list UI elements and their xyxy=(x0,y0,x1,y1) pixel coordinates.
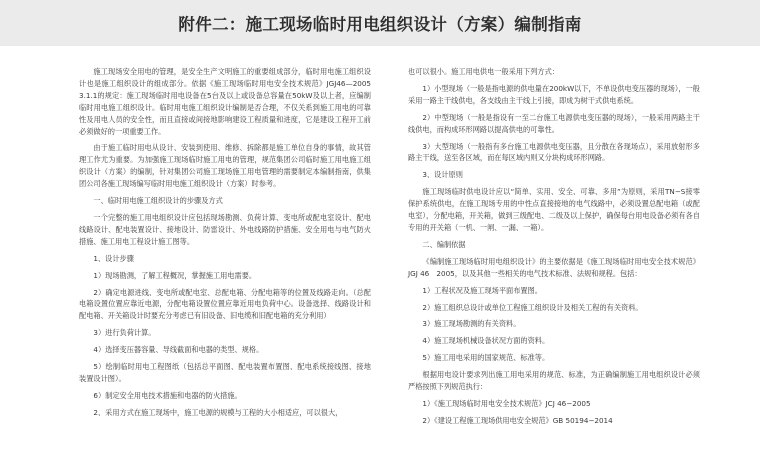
list-item: 1）小型现场（一般是指电源的供电量在200kW以下，不单设供电变压器的现场），一般采用一路主干线供电，各支线由主干线上引接，即成为树干式供电系统。 xyxy=(408,83,700,105)
section-heading: 一、临时用电施工组织设计的步骤及方式 xyxy=(93,196,223,206)
list-item: 4）选择变压器容量、导线截面和电器的类型、规格。 xyxy=(93,345,264,355)
left-column xyxy=(79,66,371,424)
list-item: 2）施工组织总设计或单位工程施工组织设计及相关工程的有关资料。 xyxy=(422,302,643,312)
paragraph: 《编制施工现场临时用电组织设计》的主要依据是《施工现场临时用电安全技术规范》JGJ 46 2005，以及其他一些相关的电气技术标准、法规和规程。包括： xyxy=(408,256,700,278)
paragraph: 由于施工临时用电从设计、安装到使用、维修、拆除都是施工单位自身的事情，故其管理工作尤为重要。为加强施工现场临时施工用电的管理，规范集团公司临时施工用电施工组织设计（方案）的编制，针对集团公司施工现场施工用电管理的需要制定本编制指南，供集团公司各施工现场编写临时用电施工组织设计（方案）时参考。 xyxy=(79,143,371,189)
list-item: 2）确定电源进线、变电所或配电室、总配电箱、分配电箱等的位置及线路走向。（总配电箱设置位置应靠近电源，分配电箱设置位置应靠近用电负荷中心。设备选择、线路设计和配电箱、开关箱设计时要充分考虑已有旧设备、旧电缆和旧配电箱的充分利用） xyxy=(79,287,371,321)
page-title: 附件二：施工现场临时用电组织设计（方案）编制指南 xyxy=(178,15,582,34)
list-item: 3）施工现场勘测的有关资料。 xyxy=(422,319,521,329)
paragraph: 2、采用方式在施工现场中，施工电源的规模与工程的大小相适应，可以很大， xyxy=(93,407,343,417)
subsection-heading: 1、设计步骤 xyxy=(93,253,134,263)
list-item: 2）中型现场（一般是指设有一至二台施工电源供电变压器的现场），一般采用两路主干线供电，而构成环形网路以提高供电的可靠性。 xyxy=(408,112,700,134)
paragraph: 也可以很小。施工用电供电一般采用下列方式： xyxy=(408,67,559,76)
list-item: 1）《施工现场临时用电安全技术规范》JCJ 46−2005 xyxy=(422,398,591,408)
list-item: 1）现场勘测，了解工程概况，掌握施工用电需要。 xyxy=(93,270,257,280)
paragraph: 施工现场临时供电设计应以“简单、实用、安全、可靠、多用”为原则，采用TN−S接零保护系统供电，在施工现场专用的中性点直接接地的电气线路中，必须设置总配电箱（或配电室），分配电箱，开关箱，做到三级配电、二级及以上保护，确保每台用电设备必须有各自专用的开关箱（一机、一闸、一漏、一箱）。 xyxy=(408,187,700,232)
list-item: 2）《建设工程施工现场供用电安全规范》GB 50194−2014 xyxy=(422,415,613,425)
list-item: 5）施工用电采用的国家规范、标准等。 xyxy=(422,353,550,363)
list-item: 6）制定安全用电技术措施和电器的防火措施。 xyxy=(93,390,242,400)
paragraph: 根据用电设计要求列出施工用电采用的规范、标准，为正确编制施工用电组织设计必须严格按照下列规范执行： xyxy=(408,370,700,392)
paragraph: 一个完整的施工用电组织设计应包括现场勘测、负荷计算、变电所或配电室设计、配电线路设计、配电装置设计、接地设计、防雷设计、外电线路防护措施、安全用电与电气防火措施、施工用电工程设计施工图等。 xyxy=(79,212,371,246)
page-header xyxy=(0,0,760,46)
list-item: 4）施工现场机械设备状况方面的资料。 xyxy=(422,336,550,346)
paragraph: 施工现场安全用电的管理，是安全生产文明施工的重要组成部分，临时用电施工组织设计也是施工组织设计的组成部分。依据《施工现场临时用电安全技术规范》JGJ46—2005 3.1.1的规定：施工现场临时用电设备在5台及以上或设备总容量在50kW及以上者，应编制临时用电施工组织设计。临时用电施工组织设计编制是否合理，不仅关系到施工用电的可靠性及用电人员的安全性，而且直接或间接地影响建设工程质量和进度，它是建设工程开工前必须做好的一项重要工作。 xyxy=(79,67,371,136)
list-item: 1）工程状况及施工现场平面布置图。 xyxy=(422,285,542,295)
list-item: 3）进行负荷计算。 xyxy=(93,328,156,338)
subsection-heading: 3、设计原则 xyxy=(422,170,463,180)
list-item: 3）大型现场（一般指有多台施工电源供电变压器，且分散在各现场点），采用放射形多路主干线，送至各区域，而在每区域内则又分块构成环形网路。 xyxy=(408,141,700,163)
list-item: 5）绘制临时用电工程图纸（包括总平面图、配电装置布置图、配电系统接线图、接地装置设计图）。 xyxy=(79,362,371,383)
right-column xyxy=(408,66,700,432)
section-heading: 二、编制依据 xyxy=(422,239,466,249)
